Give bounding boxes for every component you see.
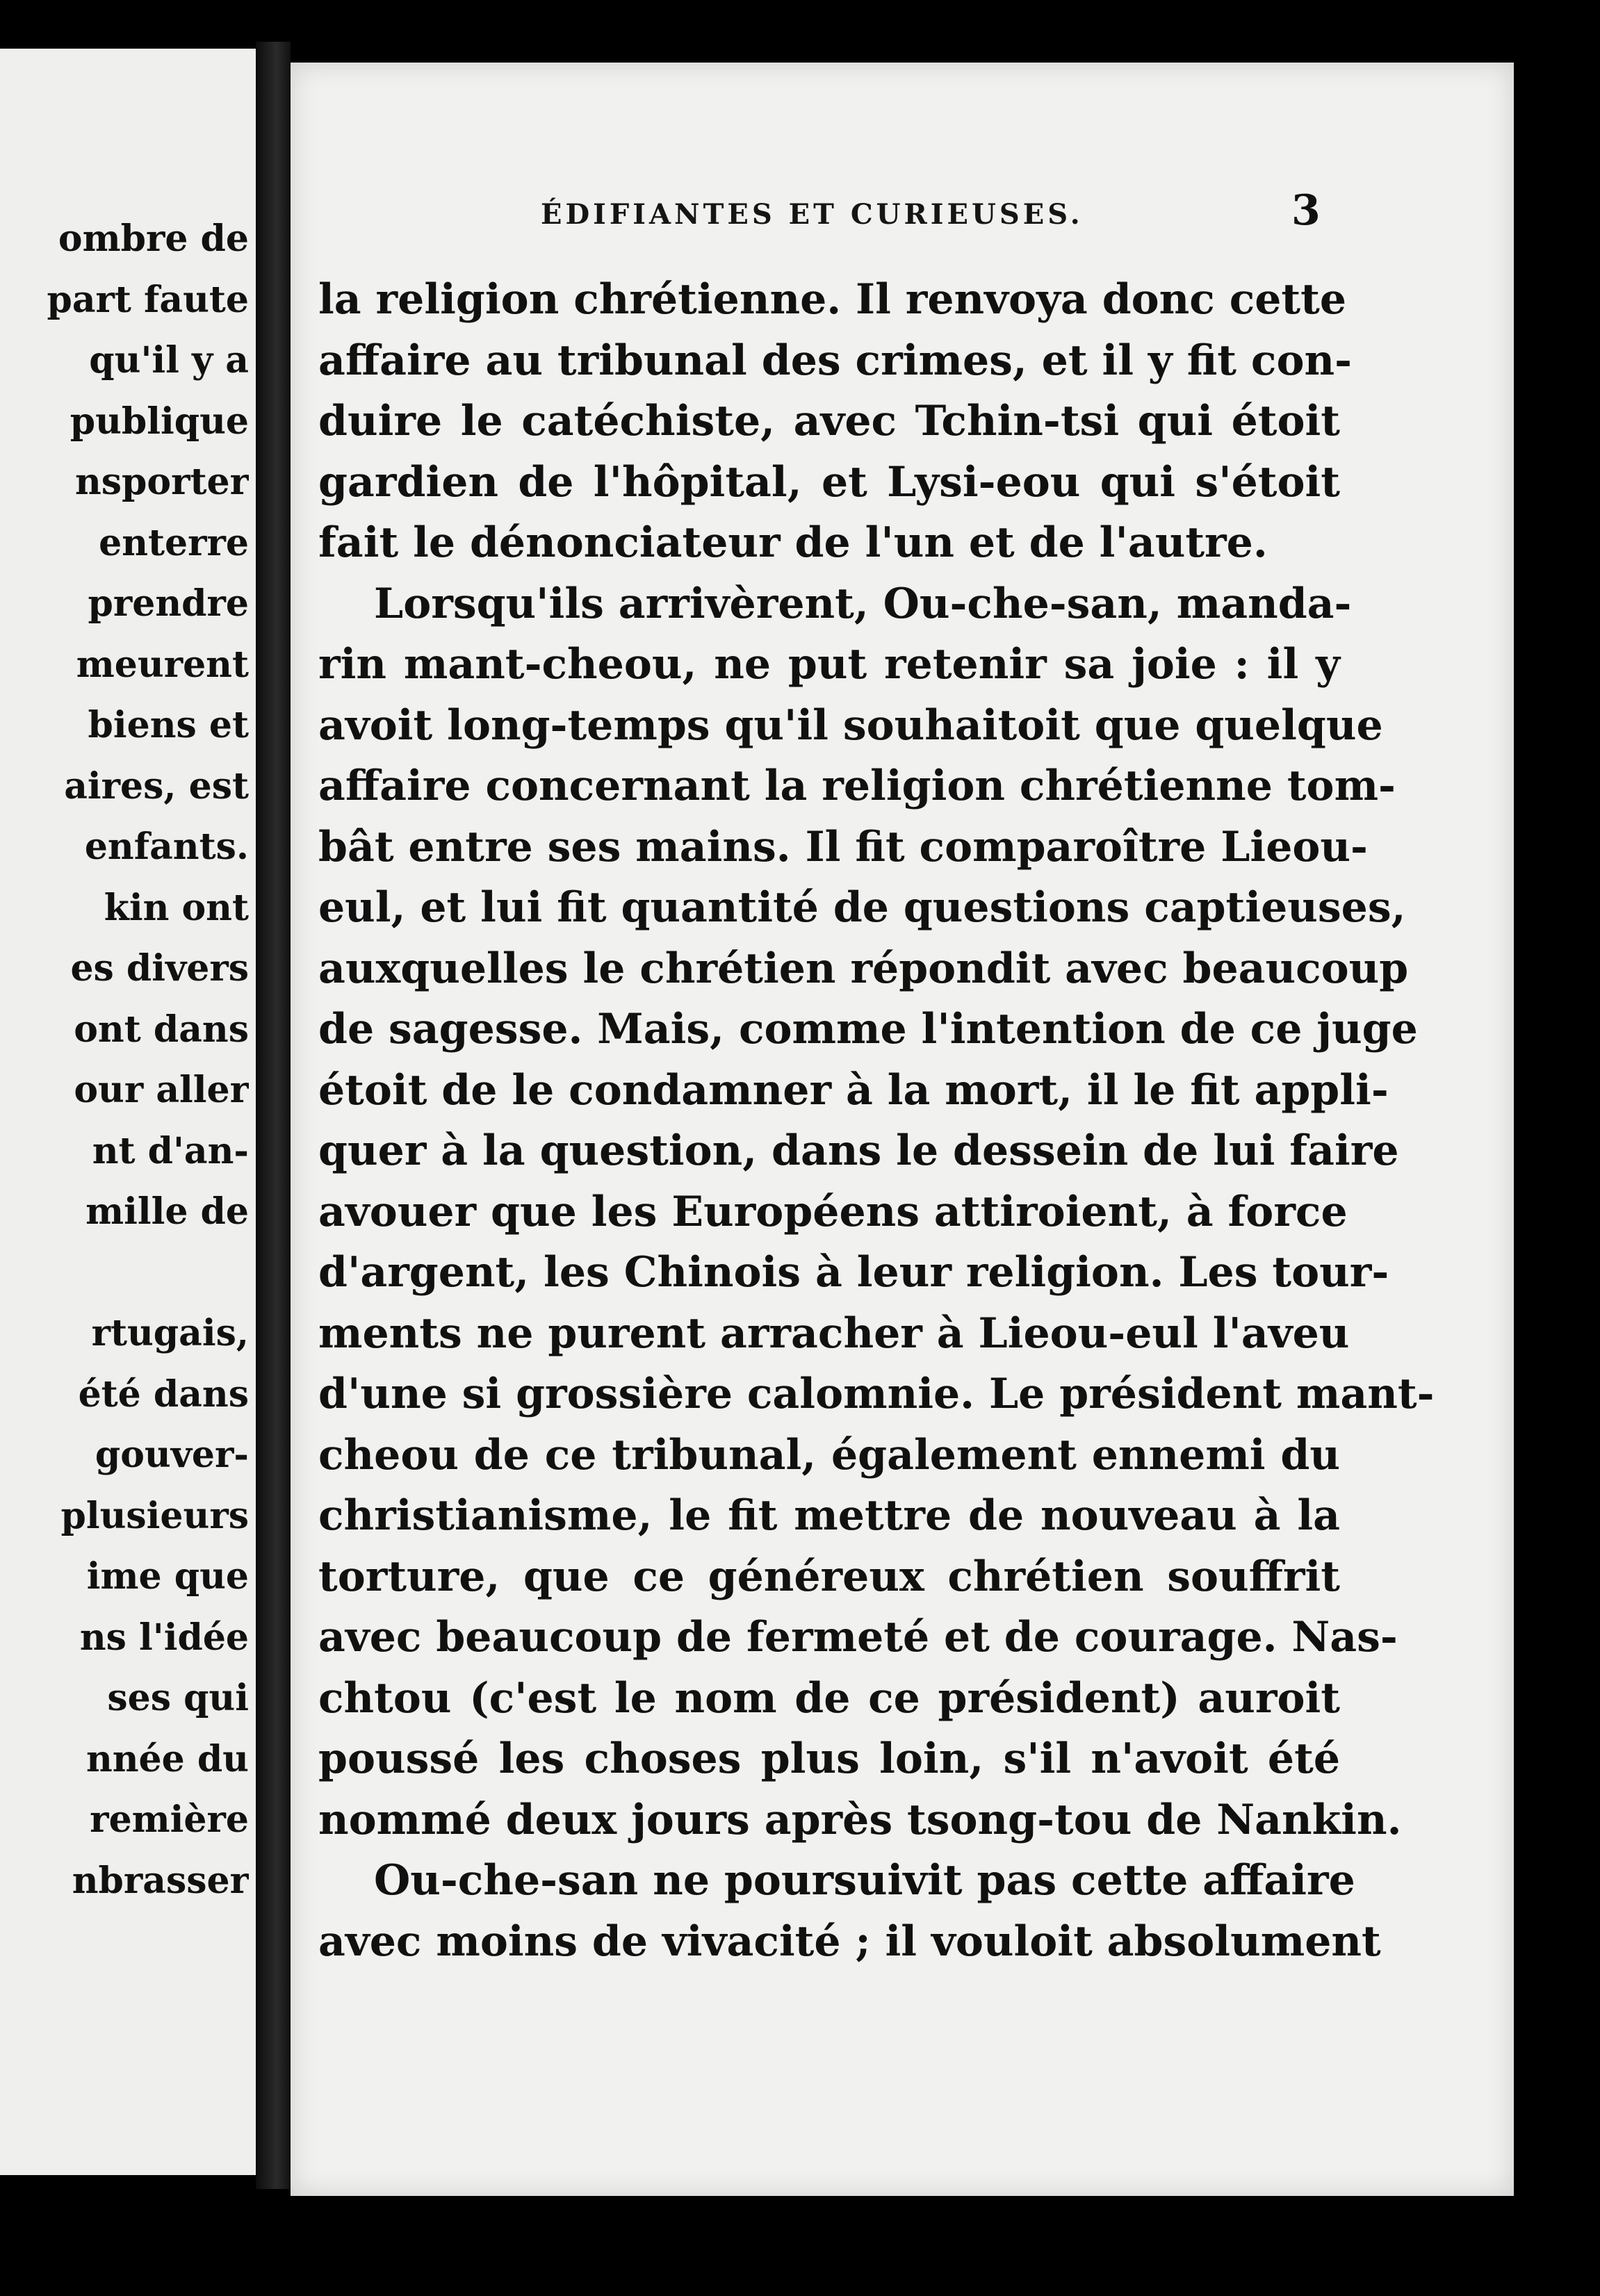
text-line: Lorsqu'ils arrivèrent, Ou-che-san, manda- xyxy=(374,579,1352,628)
previous-page-line: part faute xyxy=(47,278,249,321)
previous-page-fragment xyxy=(0,49,260,2175)
text-line: cheou de ce tribunal, également ennemi du xyxy=(318,1430,1340,1479)
previous-page-line: enfants. xyxy=(84,826,249,868)
text-line: torture, que ce généreux chrétien souffrit xyxy=(318,1552,1340,1601)
previous-page-line: ime que xyxy=(86,1555,249,1598)
previous-page-line: nt d'an- xyxy=(92,1129,249,1172)
text-line: étoit de le condamner à la mort, il le fit appli- xyxy=(318,1065,1389,1115)
text-line: ments ne purent arracher à Lieou-eul l'aveu xyxy=(318,1309,1350,1358)
previous-page-line: qu'il y a xyxy=(89,339,249,382)
previous-page-line: nsporter xyxy=(74,461,249,503)
previous-page-line: rtugais, xyxy=(91,1312,249,1354)
previous-page-line: kin ont xyxy=(104,886,249,929)
text-line: nommé deux jours après tsong-tou de Nankin. xyxy=(318,1795,1402,1844)
previous-page-line: prendre xyxy=(88,582,249,625)
previous-page-line: es divers xyxy=(70,947,249,990)
text-line: d'une si grossière calomnie. Le président mant- xyxy=(318,1370,1435,1418)
book-gutter xyxy=(256,42,291,2189)
page-body-text xyxy=(318,270,1435,1972)
previous-page-line: été dans xyxy=(78,1372,249,1416)
previous-page-text xyxy=(0,208,249,1911)
text-line: chtou (c'est le nom de ce président) auroit xyxy=(318,1673,1340,1723)
previous-page-line: aires, est xyxy=(64,764,249,807)
previous-page-line: nbrasser xyxy=(72,1859,249,1902)
previous-page-line: meurent xyxy=(76,643,249,686)
text-line: rin mant-cheou, ne put retenir sa joie : il y xyxy=(318,640,1340,689)
previous-page-line: ns l'idée xyxy=(79,1616,249,1659)
text-line: de sagesse. Mais, comme l'intention de ce juge xyxy=(318,1005,1418,1053)
text-line: quer à la question, dans le dessein de lui faire xyxy=(318,1126,1399,1175)
previous-page-line: mille de xyxy=(85,1190,249,1233)
text-line: eul, et lui fit quantité de questions captieuses, xyxy=(318,883,1406,932)
previous-page-line: enterre xyxy=(99,521,249,564)
page-number: 3 xyxy=(1291,186,1321,235)
text-line: affaire concernant la religion chrétienne tom- xyxy=(318,762,1396,810)
text-line: bât entre ses mains. Il fit comparoître Lieou- xyxy=(318,822,1368,871)
previous-page-line: our aller xyxy=(74,1069,249,1111)
previous-page-line: gouver- xyxy=(95,1434,249,1476)
previous-page-line: ont dans xyxy=(74,1008,249,1051)
previous-page-line: publique xyxy=(70,400,249,443)
previous-page-line: remière xyxy=(90,1798,249,1841)
scan-border xyxy=(0,2196,1600,2296)
previous-page-line xyxy=(0,1243,249,1304)
previous-page-line: biens et xyxy=(88,704,249,746)
running-head: ÉDIFIANTES ET CURIEUSES. xyxy=(541,198,1084,231)
text-line: avoit long-temps qu'il souhaitoit que quelque xyxy=(318,700,1383,750)
previous-page-line: nnée du xyxy=(85,1737,249,1780)
previous-page-line: plusieurs xyxy=(60,1494,249,1537)
previous-page-line: ombre de xyxy=(58,218,249,260)
text-line: avec beaucoup de fermeté et de courage. Nas- xyxy=(318,1613,1398,1662)
text-line: gardien de l'hôpital, et Lysi-eou qui s'étoit xyxy=(318,457,1340,507)
text-line: christianisme, le fit mettre de nouveau à la xyxy=(318,1491,1340,1540)
text-line: d'argent, les Chinois à leur religion. Les tour- xyxy=(318,1248,1389,1297)
text-line: poussé les choses plus loin, s'il n'avoit été xyxy=(318,1735,1340,1783)
current-page xyxy=(291,63,1514,2196)
previous-page-line: ses qui xyxy=(107,1677,249,1719)
text-line: auxquelles le chrétien répondit avec beaucoup xyxy=(318,944,1409,993)
text-line: fait le dénonciateur de l'un et de l'autre. xyxy=(318,518,1268,567)
text-line: affaire au tribunal des crimes, et il y fit con- xyxy=(318,336,1352,385)
text-line: avec moins de vivacité ; il vouloit absolument xyxy=(318,1917,1381,1966)
text-line: duire le catéchiste, avec Tchin-tsi qui étoit xyxy=(318,397,1340,445)
text-line: Ou-che-san ne poursuivit pas cette affaire xyxy=(374,1856,1355,1905)
text-line: la religion chrétienne. Il renvoya donc cette xyxy=(318,275,1347,324)
text-line: avouer que les Européens attiroient, à force xyxy=(318,1187,1348,1236)
